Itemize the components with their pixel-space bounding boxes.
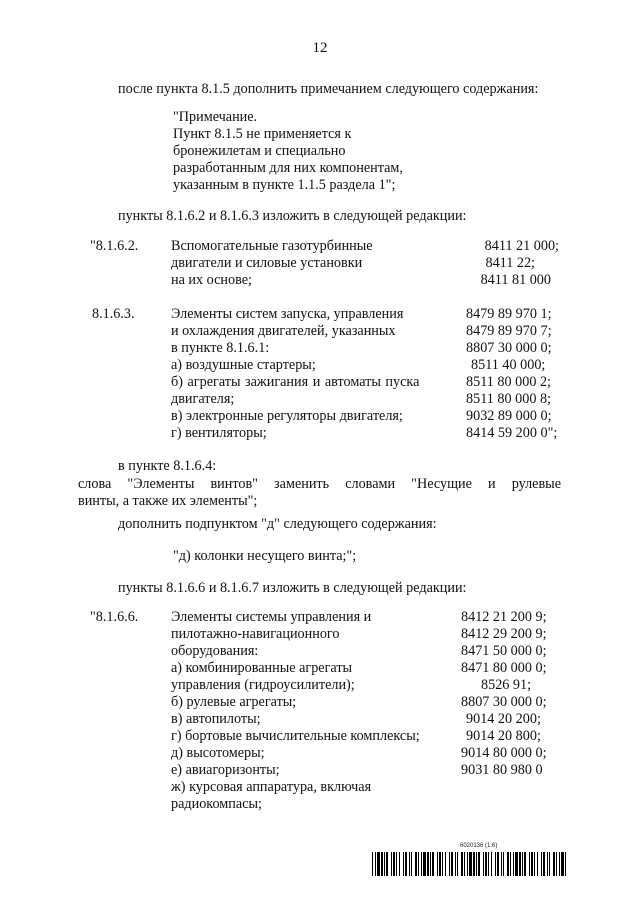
barcode-graphic bbox=[372, 852, 566, 876]
hs-code: 8807 30 000 0; bbox=[466, 340, 552, 356]
item-text: двигателя; bbox=[171, 391, 235, 407]
barcode bbox=[372, 852, 566, 876]
paragraph-intro-note: после пункта 8.1.5 дополнить примечанием следующего содержания: bbox=[118, 81, 539, 97]
item-text: а) комбинированные агрегаты bbox=[171, 660, 353, 676]
hs-code: 8479 89 970 7; bbox=[466, 323, 552, 339]
item-text: двигатели и силовые установки bbox=[171, 255, 363, 271]
hs-code: 8411 81 000 bbox=[480, 272, 551, 288]
item-text: оборудования: bbox=[171, 643, 259, 659]
hs-code: 8511 80 000 8; bbox=[466, 391, 551, 407]
item-text: на их основе; bbox=[171, 272, 252, 288]
note-line: бронежилетам и специально bbox=[173, 143, 346, 159]
item-text: радиокомпасы; bbox=[171, 796, 262, 812]
note-line: разработанным для них компонентам, bbox=[173, 160, 403, 176]
hs-code: 8412 29 200 9; bbox=[461, 626, 547, 642]
hs-code: 8414 59 200 0"; bbox=[466, 425, 558, 441]
hs-code: 9014 80 000 0; bbox=[461, 745, 547, 761]
barcode-label: 6020136 (1.6) bbox=[460, 843, 498, 849]
hs-code: 9032 89 000 0; bbox=[466, 408, 552, 424]
item-text: а) воздушные стартеры; bbox=[171, 357, 316, 373]
item-text: пилотажно-навигационного bbox=[171, 626, 340, 642]
page-number: 12 bbox=[312, 40, 328, 56]
item-text: г) вентиляторы; bbox=[171, 425, 267, 441]
item-text: в) электронные регуляторы двигателя; bbox=[171, 408, 403, 424]
item-text: в) автопилоты; bbox=[171, 711, 261, 727]
paragraph-intro-8164: в пункте 8.1.6.4: bbox=[118, 458, 217, 474]
hs-code: 8479 89 970 1; bbox=[466, 306, 552, 322]
note-line: "Примечание. bbox=[173, 109, 258, 125]
hs-code: 9031 80 980 0 bbox=[461, 762, 543, 778]
hs-code: 8412 21 200 9; bbox=[461, 609, 547, 625]
item-text: Элементы системы управления и bbox=[171, 609, 372, 625]
item-text: Вспомогательные газотурбинные bbox=[171, 238, 373, 254]
hs-code: 8411 21 000; bbox=[484, 238, 559, 254]
item-text: ж) курсовая аппаратура, включая bbox=[171, 779, 372, 795]
note-line: Пункт 8.1.5 не применяется к bbox=[173, 126, 352, 142]
paragraph-replace: слова "Элементы винтов" заменить словами "Несущие и рулевые bbox=[78, 476, 561, 492]
item-text: д) высотомеры; bbox=[171, 745, 265, 761]
hs-code: 8411 22; bbox=[485, 255, 535, 271]
item-text: б) агрегаты зажигания и автоматы пуска bbox=[171, 374, 420, 390]
item-text: и охлаждения двигателей, указанных bbox=[171, 323, 396, 339]
hs-code: 8526 91; bbox=[481, 677, 532, 693]
paragraph-intro-8162: пункты 8.1.6.2 и 8.1.6.3 изложить в следующей редакции: bbox=[118, 208, 467, 224]
paragraph-replace-cont: винты, а также их элементы"; bbox=[78, 493, 258, 509]
item-code-8163: 8.1.6.3. bbox=[92, 306, 135, 322]
paragraph-intro-8166: пункты 8.1.6.6 и 8.1.6.7 изложить в следующей редакции: bbox=[118, 580, 467, 596]
quote-item-d: "д) колонки несущего винта;"; bbox=[173, 548, 357, 564]
item-text: б) рулевые агрегаты; bbox=[171, 694, 297, 710]
note-line: указанным в пункте 1.1.5 раздела 1"; bbox=[173, 177, 396, 193]
hs-code: 8807 30 000 0; bbox=[461, 694, 547, 710]
hs-code: 9014 20 800; bbox=[466, 728, 541, 744]
item-text: управления (гидроусилители); bbox=[171, 677, 355, 693]
hs-code: 8511 80 000 2; bbox=[466, 374, 551, 390]
item-text: Элементы систем запуска, управления bbox=[171, 306, 404, 322]
hs-code: 9014 20 200; bbox=[466, 711, 541, 727]
hs-code: 8471 50 000 0; bbox=[461, 643, 547, 659]
paragraph-add-d: дополнить подпунктом "д" следующего содержания: bbox=[118, 516, 437, 532]
item-text: в пункте 8.1.6.1: bbox=[171, 340, 270, 356]
hs-code: 8471 80 000 0; bbox=[461, 660, 547, 676]
hs-code: 8511 40 000; bbox=[471, 357, 546, 373]
item-code-8166: "8.1.6.6. bbox=[90, 609, 139, 625]
item-code-8162: "8.1.6.2. bbox=[90, 238, 139, 254]
item-text: г) бортовые вычислительные комплексы; bbox=[171, 728, 420, 744]
item-text: е) авиагоризонты; bbox=[171, 762, 280, 778]
